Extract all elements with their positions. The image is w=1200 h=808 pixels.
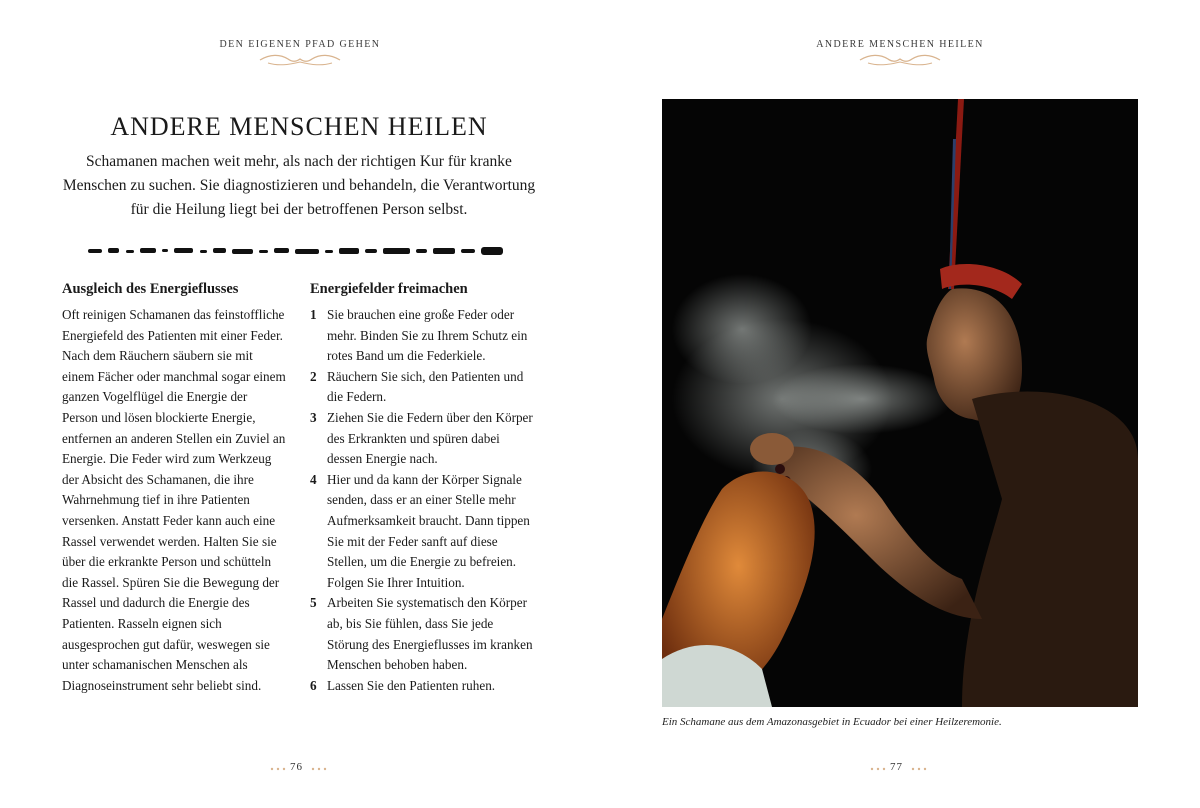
folio-ornament-left-a (270, 767, 286, 771)
folio-ornament-right-b (911, 767, 927, 771)
step-item (310, 305, 538, 367)
header-ornament-left (258, 53, 342, 67)
step-number: 3 (310, 409, 317, 425)
header-ornament-right (858, 53, 942, 67)
step-number: 6 (310, 677, 317, 693)
intro-paragraph: Schamanen machen weit mehr, als nach der richtigen Kur für kranke Menschen zu suchen. Sie diagnostizieren und behandeln, die Verantwortung für die Heilung liegt bei der betroffenen Person selbst. (62, 153, 536, 218)
step-text: Räuchern Sie sich, den Patienten und die Federn. (327, 368, 524, 405)
step-text: Lassen Sie den Patienten ruhen. (327, 677, 496, 693)
step-number: 1 (310, 307, 317, 322)
running-head-left: DEN EIGENEN PFAD GEHEN (219, 39, 381, 50)
step-number: 4 (310, 471, 317, 487)
section-heading-energy-balance: Ausgleich des Energieflusses (62, 281, 239, 297)
step-text: Sie brauchen eine große Feder oder mehr. Binden Sie zu Ihrem Schutz ein rotes Band um die Federkiele. (327, 307, 528, 364)
photo-caption: Ein Schamane aus dem Amazonasgebiet in Ecuador bei einer Heilzeremonie. (662, 716, 1002, 728)
folio-ornament-right-a (870, 767, 886, 771)
step-item (310, 367, 538, 408)
step-number: 5 (310, 595, 317, 611)
folio-ornament-left-b (311, 767, 327, 771)
step-item (310, 593, 538, 675)
step-text: Hier und da kann der Körper Signale senden, dass er an einer Stelle mehr Aufmerksamkeit braucht. Dann tippen Sie mit der Feder sanft auf diese Stellen, um die Energie zu befreien. Folgen Sie Ihrer Intuition. (327, 471, 530, 590)
step-item (310, 676, 538, 697)
page-number-right: 77 (890, 761, 903, 773)
step-text: Ziehen Sie die Federn über den Körper des Erkrankten und spüren dabei dessen Energie nach. (327, 409, 533, 467)
section-heading-clear-fields: Energiefelder freimachen (310, 281, 468, 297)
step-text: Arbeiten Sie systematisch den Körper ab, bis Sie fühlen, dass Sie jede Störung des Energieflusses im kranken Menschen behoben haben. (327, 595, 533, 673)
page-title: ANDERE MENSCHEN HEILEN (110, 112, 488, 142)
shaman-ceremony-photo (662, 99, 1138, 707)
steps-list (310, 305, 538, 696)
section-body-energy-balance: Oft reinigen Schamanen das feinstoffliche Energiefeld des Patienten mit einer Feder. Nach dem Räuchern säubern sie mit einem Fächer oder manchmal sogar einem ganzen Vogelflügel die Energie der Person und lösen blockierte Energie, entfernen an anderen Stellen ein Zuviel an Energie. Die Feder wird zum Werkzeug der Absicht des Schamanen, die ihre Wahrnehmung tief in ihre Patienten versenken. Anstatt Feder kann auch eine Rassel verwendet werden. Halten Sie sie über die erkrankte Person und schütteln die Rassel. Spüren Sie die Bewegung der Rassel und dadurch die Energie des Patienten. Rasseln eignen sich ausgesprochen gut dafür, weswegen sie unter schamanischen Menschen als Diagnoseinstrument sehr beliebt sind. (62, 307, 286, 693)
step-number: 2 (310, 368, 317, 384)
step-item (310, 408, 538, 470)
running-head-right: ANDERE MENSCHEN HEILEN (816, 39, 984, 50)
brush-stroke-divider (88, 243, 508, 259)
page-number-left: 76 (290, 761, 303, 773)
step-item (310, 470, 538, 594)
